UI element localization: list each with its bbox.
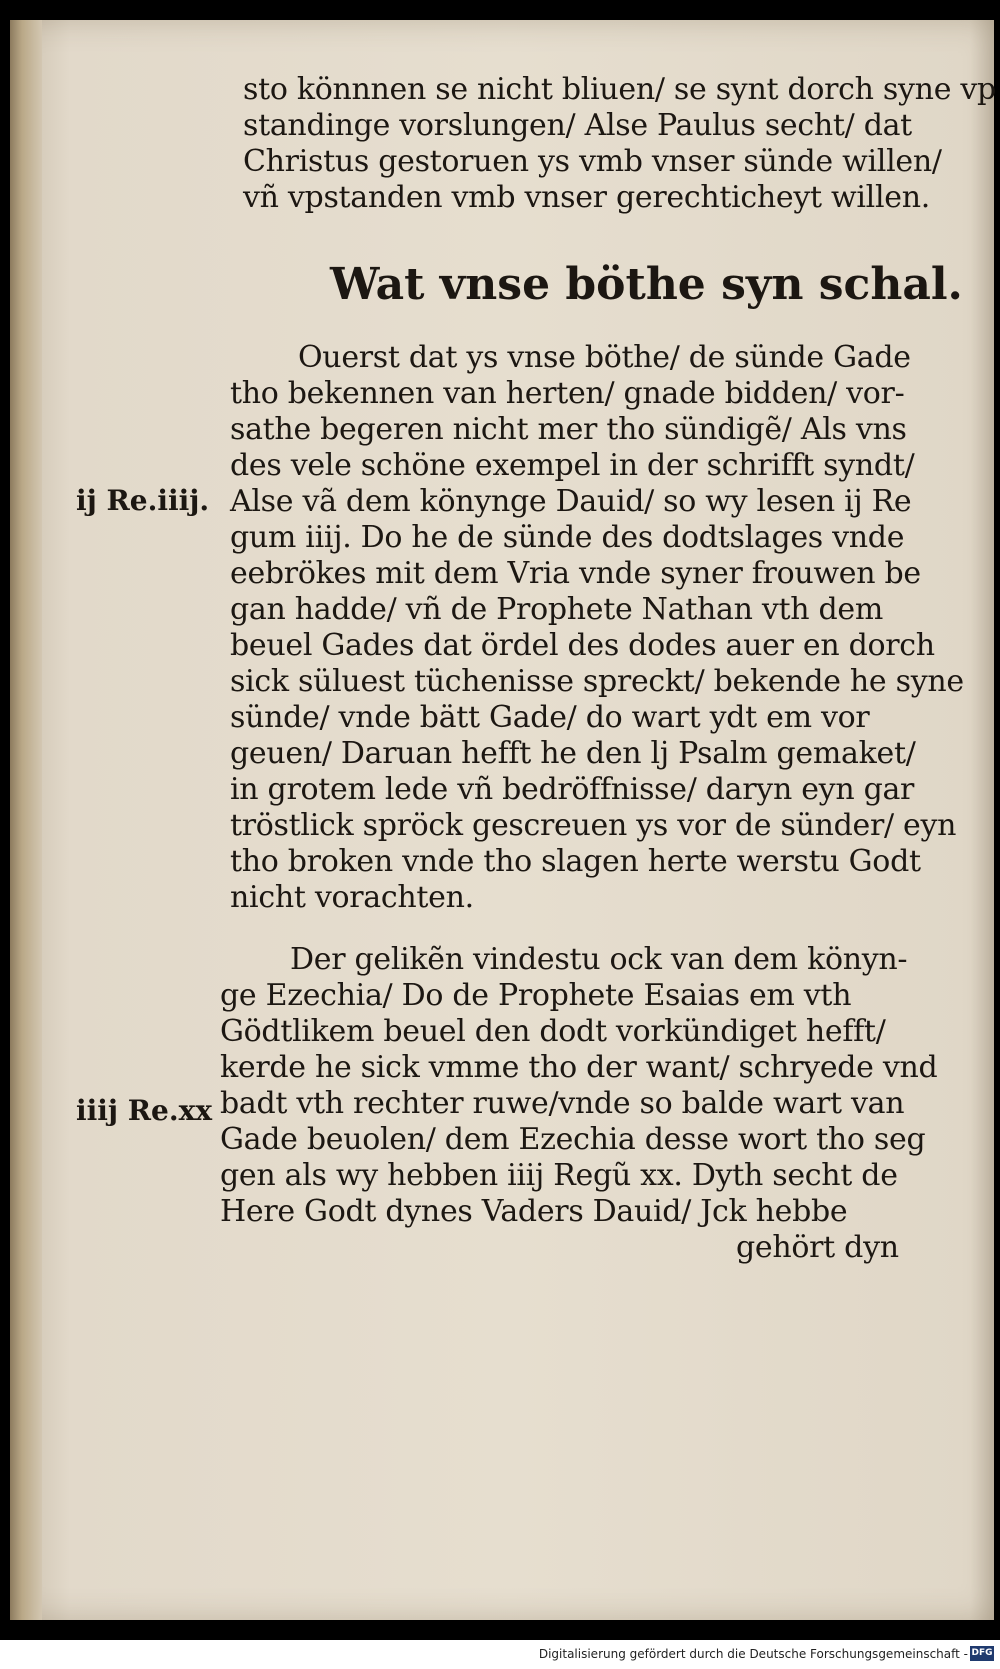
text-line: sathe begeren nicht mer tho sündigẽ/ Als vns	[230, 412, 907, 447]
text-line: Here Godt dynes Vaders Dauid/ Jck hebbe	[220, 1194, 848, 1229]
text-line: tho bekennen van herten/ gnade bidden/ vor-	[230, 376, 905, 411]
book-page	[10, 20, 994, 1620]
text-line: in grotem lede vñ bedröffnisse/ daryn eyn gar	[230, 772, 915, 807]
funding-notice: Digitalisierung gefördert durch die Deutsche Forschungsgemeinschaft -	[538, 1647, 968, 1661]
footer-bar	[0, 1640, 1000, 1669]
page-text-block	[10, 20, 994, 1620]
text-line: Alse vã dem könynge Dauid/ so wy lesen ij Re	[230, 484, 912, 519]
text-line: tröstlick spröck gescreuen ys vor de sünder/ eyn	[230, 808, 957, 843]
dfg-logo: DFG	[970, 1646, 994, 1661]
text-line: nicht vorachten.	[230, 880, 474, 915]
text-line: gan hadde/ vñ de Prophete Nathan vth dem	[230, 592, 883, 627]
text-line: gum iiij. Do he de sünde des dodtslages vnde	[230, 520, 905, 555]
text-line: geuen/ Daruan hefft he den lj Psalm gemaket/	[230, 736, 916, 771]
section-heading: Wat vnse böthe syn schal.	[330, 259, 963, 310]
text-line: gen als wy hebben iiij Regũ xx. Dyth secht de	[220, 1158, 898, 1193]
text-line: Ouerst dat ys vnse böthe/ de sünde Gade	[298, 340, 911, 375]
text-line: Christus gestoruen ys vmb vnser sünde willen/	[243, 144, 942, 179]
text-line: beuel Gades dat ördel des dodes auer en dorch	[230, 628, 935, 663]
text-line: badt vth rechter ruwe/vnde so balde wart van	[220, 1086, 905, 1121]
text-line: sick süluest tüchenisse spreckt/ bekende he syne	[230, 664, 964, 699]
text-line: sto könnnen se nicht bliuen/ se synt dorch syne vp	[243, 72, 996, 107]
catchword-line: gehört dyn	[736, 1230, 899, 1265]
text-line: tho broken vnde tho slagen herte werstu Godt	[230, 844, 921, 879]
text-line: vñ vpstanden vmb vnser gerechticheyt willen.	[243, 180, 930, 215]
text-line: Gade beuolen/ dem Ezechia desse wort tho seg	[220, 1122, 926, 1157]
text-line: standinge vorslungen/ Alse Paulus secht/ dat	[243, 108, 912, 143]
text-line: Gödtlikem beuel den dodt vorkündiget hefft/	[220, 1014, 886, 1049]
text-line: kerde he sick vmme tho der want/ schryede vnd	[220, 1050, 938, 1085]
text-line: sünde/ vnde bätt Gade/ do wart ydt em vor	[230, 700, 870, 735]
marginal-note: iiij Re.xx	[76, 1094, 213, 1127]
marginal-note: ij Re.iiij.	[76, 484, 210, 517]
text-line: Der gelikẽn vindestu ock van dem könyn-	[290, 942, 908, 977]
text-line: ge Ezechia/ Do de Prophete Esaias em vth	[220, 978, 852, 1013]
text-line: eebrökes mit dem Vria vnde syner frouwen be	[230, 556, 921, 591]
text-line: des vele schöne exempel in der schrifft syndt/	[230, 448, 915, 483]
